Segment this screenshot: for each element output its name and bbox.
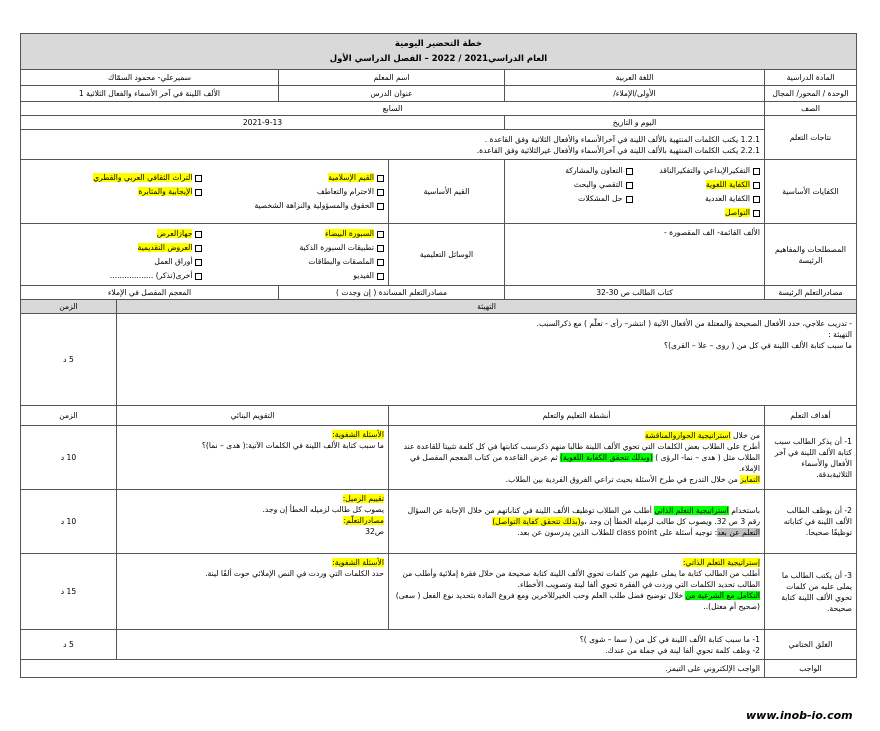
homework-label: الواجب: [765, 660, 857, 678]
warmup-line: ما سبب كتابة الألف اللينة في كل من ( روى – علا – القرى)؟: [664, 341, 852, 350]
checkbox-icon: [377, 259, 384, 266]
goal-2: 2- أن يوظف الطالب الألف اللينة في كتاباته توظيفًا صحيحا.: [765, 490, 857, 554]
checkbox-icon: [753, 168, 760, 175]
assessment-header: التقويم البنائي: [117, 406, 389, 426]
assessment-3: الأسئلة الشفوية: حدد الكلمات التي وردت في النص الإملائي حوت ألفًا لينة.: [117, 554, 389, 630]
checkbox-icon: [377, 189, 384, 196]
plan-title: خطة التحضير اليومية: [394, 38, 483, 49]
lesson-plan: [21, 33, 857, 678]
checkbox-icon: [377, 273, 384, 280]
warmup-label: التهيئة: [117, 300, 857, 314]
teacher-label: اسم المعلم: [279, 70, 505, 86]
plan-table: [20, 33, 857, 678]
checkbox-icon: [626, 182, 633, 189]
checkbox-icon: [753, 210, 760, 217]
competency-item: التعاون والمشاركة: [509, 165, 633, 176]
lesson-label: عنوان الدرس: [279, 86, 505, 102]
competency-item: حل المشكلات: [509, 193, 633, 204]
checkbox-icon: [626, 196, 633, 203]
goals-header: أهداف التعلم: [765, 406, 857, 426]
value-item: الاحترام والتعاطف: [206, 186, 384, 197]
outcome-item: 1.2.1 يكتب الكلمات المنتهية بالألف اللينة في آخرالأسماء والأفعال الثلاثية وفق القاعدة .: [484, 134, 760, 144]
aid-item: السبورة البيضاء: [206, 228, 384, 239]
competency-item: التفكيرالإبداعي والتفكيرالناقد: [637, 165, 761, 176]
aid-item: العروض التقديمية: [25, 242, 203, 253]
time-header: الزمن: [20, 406, 116, 426]
date-value: 2021-9-13: [20, 116, 504, 130]
checkbox-icon: [195, 259, 202, 266]
aid-item: أوراق العمل: [25, 256, 203, 267]
checkbox-icon: [753, 182, 760, 189]
activity-1: من خلال استراتيجية الحواروالمناقشة أطرح على الطلاب بعض الكلمات التي تحوي الألف اللينة طالبا منهم ذكرسبب كتابتها في كل كلمة تثبيتا للقاعدة عند الطلاب مثل ( هدى – نما- الرؤى ) (وبذلك تتحقق الكفاية اللغوية) ثم عرض القاعدة من كتاب المعجم المفصل في الإملاء. التمايز من خلال التدرج في طرح الأسئلة بحيث تراعي الفروق الفردية بين الطلاب.: [389, 426, 765, 490]
unit-label: الوحدة / المحور/ المجال: [765, 86, 857, 102]
aid-item: الملصقات والبطاقات: [206, 256, 384, 267]
time-2: 10 د: [20, 490, 116, 554]
aid-item: الفيديو: [206, 270, 384, 281]
activity-3: إستراتيجية التعلم الذاتي: أطلب من الطالب كتابة ما يملى عليهم من كلمات تحوي الألف اللينة كتابة صحيحة من خلال فقرة إملائية وأطلب من الطالب تحديد الكلمات التي وردت في الفقرة تحوي ألفا لينة وتصويب الأخطاء. التكامل مع الشرعية من خلال توضيح فضل طلب العلم وحب الخيرللآخرين ومع فروع المادة بتحديد نوع الفعل ( سعى) (صحيح أم معتل)..: [389, 554, 765, 630]
aid-item: أخرى(تذكر) ..................: [25, 270, 203, 281]
competency-item: التقصي والبحث: [509, 179, 633, 190]
checkbox-icon: [377, 245, 384, 252]
time-3: 15 د: [20, 554, 116, 630]
competencies-label: الكفايات الأساسية: [765, 160, 857, 224]
outcome-item: 2.2.1 يكتب الكلمات المنتهية بالألف اللينة في آخرالأسماء والأفعال غيرالثلاثية وفق القاعدة.: [476, 145, 760, 155]
support-source-value: المعجم المفصل في الإملاء: [20, 286, 278, 300]
grade-label: الصف: [765, 102, 857, 116]
closing-line: 1- ما سبب كتابة الألف اللينة في كل من ( سما – شوى )؟: [579, 634, 760, 644]
warmup-time-label: الزمن: [20, 300, 116, 314]
checkbox-icon: [377, 231, 384, 238]
unit-value: الأولى/الإملاء/: [505, 86, 765, 102]
outcomes-label: نتاجات التعلم: [765, 116, 857, 160]
terms-label: المصطلحات والمفاهيم الرئيسة: [765, 224, 857, 286]
checkbox-icon: [753, 196, 760, 203]
aid-item: جهازالعرض: [25, 228, 203, 239]
teacher-value: سميرعلي- محمود السمّاك: [20, 70, 278, 86]
values-list: [20, 160, 388, 224]
goal-3: 3- أن يكتب الطالب ما يملى عليه من كلمات تحوي الألف اللينة كتابة صحيحة.: [765, 554, 857, 630]
checkbox-icon: [377, 203, 384, 210]
terms-value: الألف القائمة- الف المقصورة -: [505, 224, 765, 286]
subject-value: اللغة العربية: [505, 70, 765, 86]
lesson-value: الألف اللينة في آخر الأسماء والفعال الثلاثية 1: [20, 86, 278, 102]
values-label: القيم الأساسية: [389, 160, 505, 224]
closing-body: [117, 630, 765, 660]
activities-header: أنشطة التعليم والتعلم: [389, 406, 765, 426]
warmup-body: [117, 314, 857, 406]
plan-header: [20, 34, 856, 70]
date-label: اليوم و التاريخ: [505, 116, 765, 130]
support-source-label: مصادرالتعلم المساندة ( إن وجدت ): [279, 286, 505, 300]
outcomes-list: [20, 130, 764, 160]
academic-year: العام الدراسي2021 / 2022 – الفصل الدراسي الأول: [329, 53, 548, 64]
warmup-line: - تدريب علاجي، حدد الأفعال الصحيحة والمعتلة من الأفعال الآتية ( انتشر– رأى - تعلّم ) مع ذكرالسبب.: [536, 319, 852, 328]
checkbox-icon: [195, 245, 202, 252]
warmup-line: التهيئة :: [828, 330, 852, 339]
aids-label: الوسائل التعليمية: [389, 224, 505, 286]
checkbox-icon: [195, 231, 202, 238]
subject-label: المادة الدراسية: [765, 70, 857, 86]
value-item: الحقوق والمسؤولية والنزاهة الشخصية: [25, 200, 384, 211]
checkbox-icon: [195, 175, 202, 182]
assessment-1: الأسئلة الشفوية: ما سبب كتابة الألف اللينة في الكلمات الآتية:( هدى – نما)؟: [117, 426, 389, 490]
checkbox-icon: [626, 168, 633, 175]
checkbox-icon: [195, 189, 202, 196]
aid-item: تطبيقات السبورة الذكية: [206, 242, 384, 253]
closing-time: 5 د: [20, 630, 116, 660]
assessment-2: تقييم الزميل: يصوب كل طالب لزميله الخطأ إن وجد. مصادرالتعلّم: ص32: [117, 490, 389, 554]
value-item: التراث الثقافي العربي والقطري: [25, 172, 203, 183]
checkbox-icon: [195, 273, 202, 280]
site-watermark: www.inob-io.com: [746, 709, 853, 722]
aids-list: [20, 224, 388, 286]
competency-item: الكفاية اللغوية: [637, 179, 761, 190]
checkbox-icon: [377, 175, 384, 182]
main-source-value: كتاب الطالب ص 30-32: [505, 286, 765, 300]
competency-item: التواصل: [637, 207, 761, 218]
value-item: القيم الإسلامية: [206, 172, 384, 183]
closing-line: 2- وظف كلمة تحوي ألفا لينة في جملة من عندك.: [605, 645, 760, 655]
grade-value: السابع: [20, 102, 764, 116]
closing-label: الغلق الختامي: [765, 630, 857, 660]
homework-value: الواجب الإلكتروني على التيمز.: [20, 660, 764, 678]
warmup-time: 5 د: [20, 314, 116, 406]
goal-1: 1- أن يذكر الطالب سبب كتابة الألف اللينة في آخر الأفعال والأسماء الثلاثيةبدقة.: [765, 426, 857, 490]
activity-2: باستخدام استراتيجية التعلم الذاتي أطلب من الطلاب توظيف الألف اللينة في كتاباتهم من خلال الإجابة عن السؤال رقم 3 ص 32. ويصوب كل طالب لزميله الخطأ إن وجد ،و(بذلك تتحقق كفاية التواصل) التعلم عن بعد: توجيه أسئلة على class point للطلاب الذين يدرسون عن بعد.: [389, 490, 765, 554]
value-item: الإيجابية والمثابرة: [25, 186, 203, 197]
competencies-list: [505, 160, 765, 224]
time-1: 10 د: [20, 426, 116, 490]
main-source-label: مصادرالتعلم الرئيسة: [765, 286, 857, 300]
competency-item: الكفاية العددية: [637, 193, 761, 204]
